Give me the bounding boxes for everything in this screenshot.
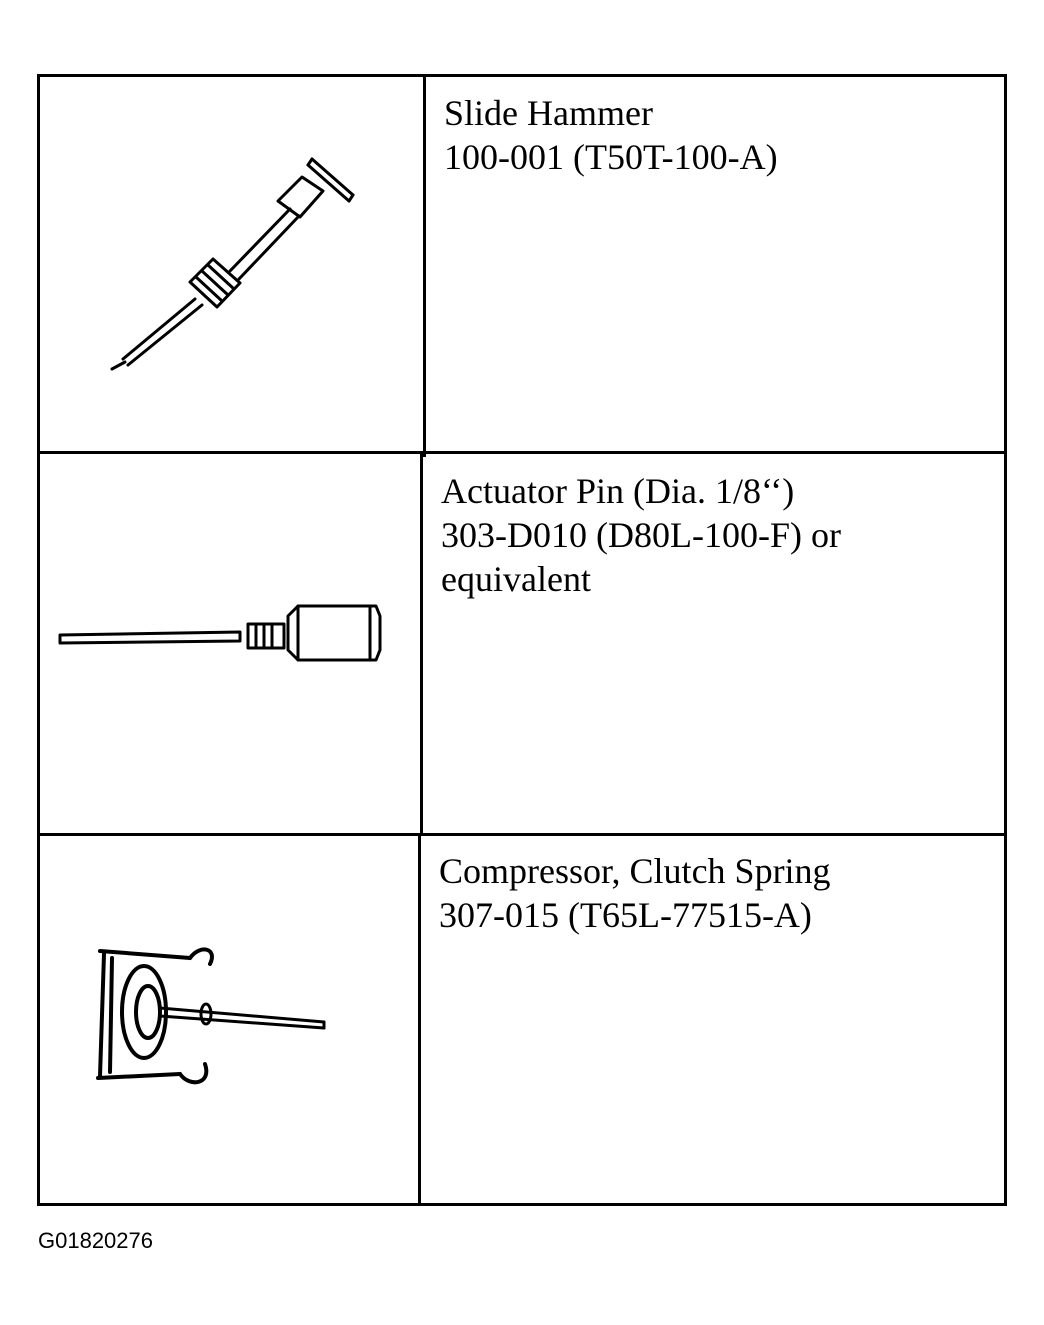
part-number: 303-D010 (D80L-100-F) or — [441, 515, 841, 555]
part-number: 307-015 (T65L-77515-A) — [439, 895, 812, 935]
actuator-pin-illustration — [40, 454, 418, 833]
column-divider — [423, 77, 426, 457]
column-divider — [420, 454, 423, 836]
tool-name: Slide Hammer — [444, 93, 653, 133]
slide-hammer-description — [444, 91, 778, 179]
part-note: equivalent — [441, 559, 591, 599]
tools-table — [37, 74, 1007, 1206]
part-number: 100-001 (T50T-100-A) — [444, 137, 778, 177]
compressor-description — [439, 849, 831, 937]
compressor-clutch-spring-illustration — [40, 836, 418, 1206]
tool-name: Actuator Pin (Dia. 1/8‘‘) — [441, 471, 795, 511]
figure-id: G01820276 — [38, 1228, 153, 1253]
slide-hammer-illustration — [40, 77, 420, 451]
tool-name: Compressor, Clutch Spring — [439, 851, 831, 891]
actuator-pin-description — [441, 469, 841, 601]
column-divider — [418, 836, 421, 1206]
